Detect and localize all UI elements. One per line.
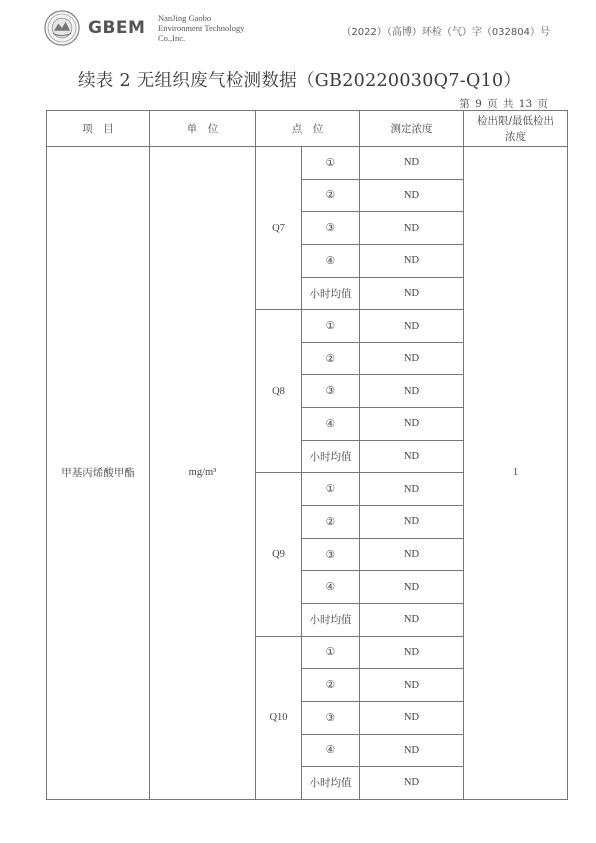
item-name-cell: 甲基丙烯酸甲酯 (47, 147, 150, 800)
table-body (47, 147, 568, 800)
header-unit: 单 位 (150, 111, 256, 147)
concentration-cell: ND (360, 603, 464, 636)
sample-cell: ① (302, 636, 360, 669)
table-header-row (47, 111, 568, 147)
page-number: 第 9 页 共 13 页 (459, 98, 548, 110)
sample-cell: ② (302, 669, 360, 702)
point-cell: Q8 (256, 310, 302, 473)
sample-cell: ③ (302, 375, 360, 408)
sample-cell: 小时均值 (302, 440, 360, 473)
sample-cell: ③ (302, 701, 360, 734)
company-line-2: Environment Technology (158, 23, 245, 33)
concentration-cell: ND (360, 734, 464, 767)
page-header (0, 0, 596, 60)
sample-cell: ② (302, 342, 360, 375)
sample-cell: ④ (302, 734, 360, 767)
sample-cell: ① (302, 147, 360, 180)
table-row (47, 147, 568, 180)
header-limit (464, 111, 568, 147)
concentration-cell: ND (360, 440, 464, 473)
sample-cell: ① (302, 310, 360, 343)
concentration-cell: ND (360, 408, 464, 441)
company-name (158, 13, 244, 43)
sample-cell: ② (302, 506, 360, 539)
sample-cell: ① (302, 473, 360, 506)
concentration-cell: ND (360, 636, 464, 669)
concentration-cell: ND (360, 147, 464, 180)
point-cell: Q9 (256, 473, 302, 636)
sample-cell: ④ (302, 408, 360, 441)
concentration-cell: ND (360, 506, 464, 539)
concentration-cell: ND (360, 375, 464, 408)
company-line-1: NanJing Gaobo (158, 13, 212, 23)
header-point: 点 位 (256, 111, 360, 147)
company-line-3: Co.,Inc. (158, 33, 186, 43)
concentration-cell: ND (360, 342, 464, 375)
brand-name: GBEM (88, 18, 146, 38)
sample-cell: ③ (302, 538, 360, 571)
sample-cell: ④ (302, 244, 360, 277)
concentration-cell: ND (360, 571, 464, 604)
limit-cell: 1 (464, 147, 568, 800)
header-result: 测定浓度 (360, 111, 464, 147)
point-cell: Q7 (256, 147, 302, 310)
unit-cell: mg/m³ (150, 147, 256, 800)
document-number: （2022）（高博）环检（气）字（032804）号 (341, 27, 550, 38)
sample-cell: 小时均值 (302, 277, 360, 310)
concentration-cell: ND (360, 310, 464, 343)
header-item: 项 目 (47, 111, 150, 147)
concentration-cell: ND (360, 244, 464, 277)
concentration-cell: ND (360, 473, 464, 506)
header-limit-label: 检出限/最低检出浓度 (476, 114, 555, 143)
concentration-cell: ND (360, 179, 464, 212)
company-logo-icon (44, 10, 80, 46)
concentration-cell: ND (360, 277, 464, 310)
sample-cell: 小时均值 (302, 767, 360, 800)
sample-cell: 小时均值 (302, 603, 360, 636)
sample-cell: ④ (302, 571, 360, 604)
concentration-cell: ND (360, 701, 464, 734)
concentration-cell: ND (360, 212, 464, 245)
page-title: 续表 2 无组织废气检测数据（GB20220030Q7-Q10） (78, 71, 522, 91)
sample-cell: ② (302, 179, 360, 212)
concentration-cell: ND (360, 538, 464, 571)
concentration-cell: ND (360, 767, 464, 800)
point-cell: Q10 (256, 636, 302, 799)
concentration-cell: ND (360, 669, 464, 702)
emission-data-table (46, 110, 568, 800)
sample-cell: ③ (302, 212, 360, 245)
